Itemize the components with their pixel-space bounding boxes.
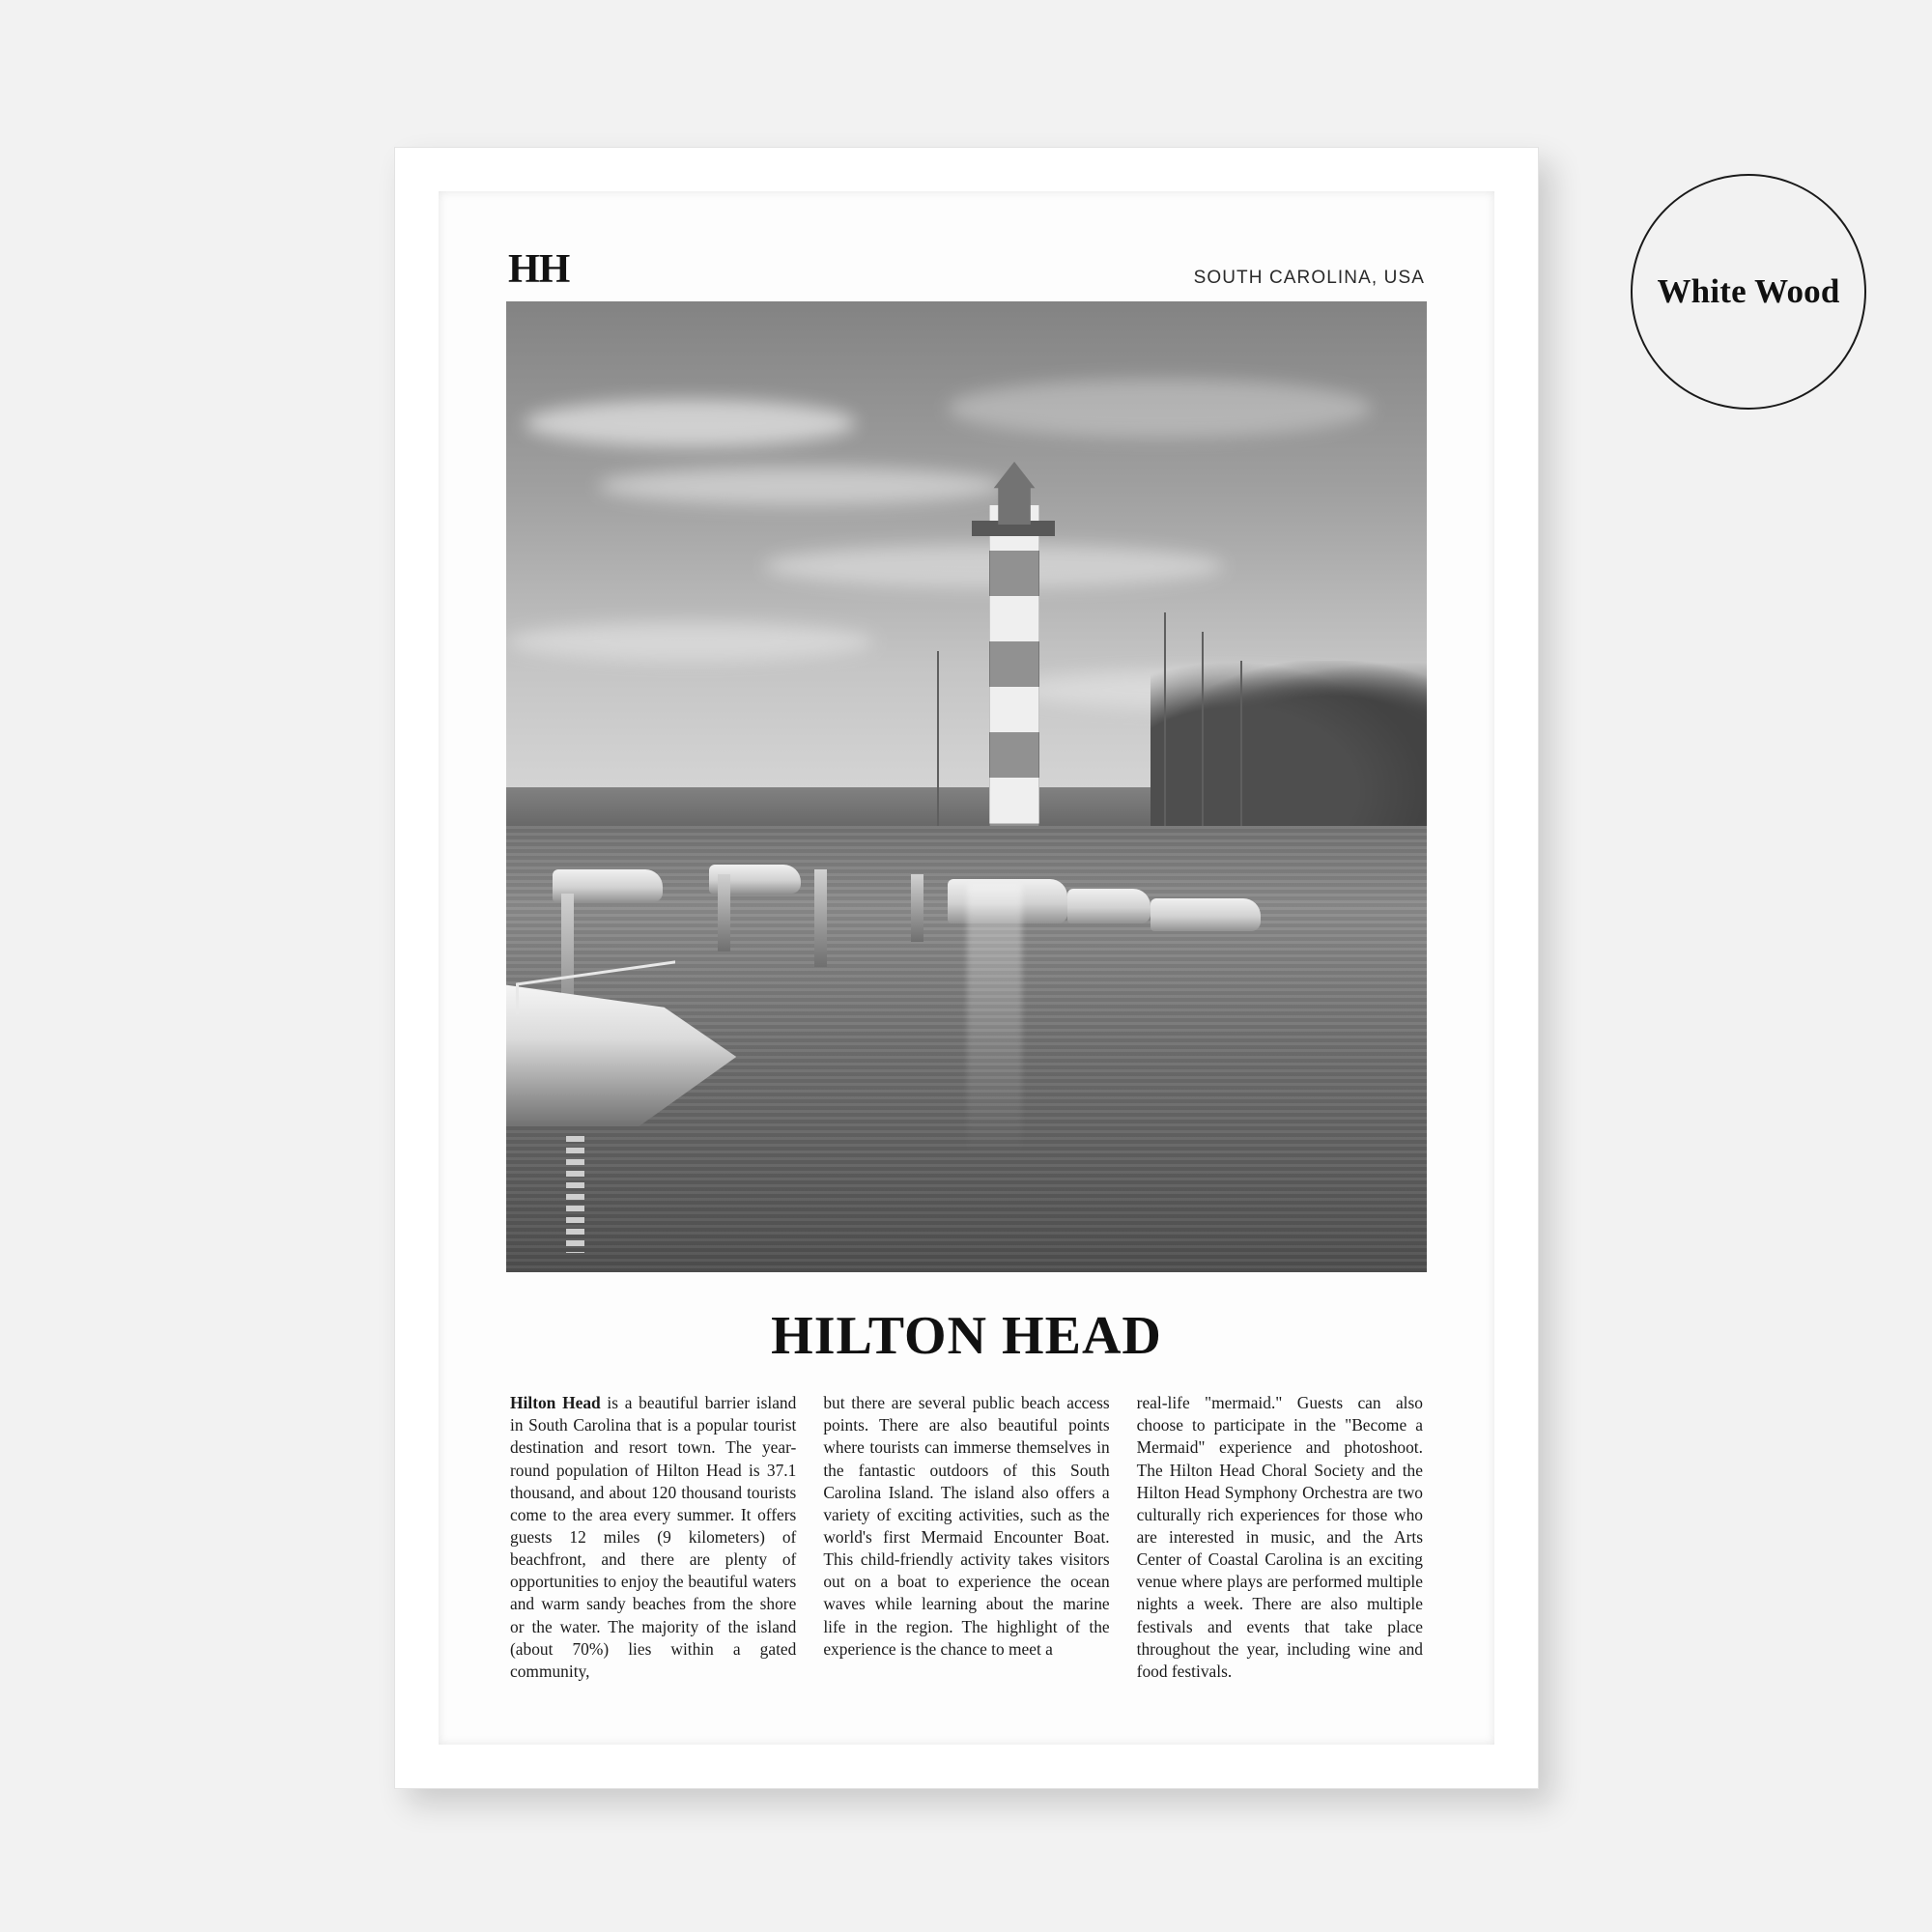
description-column bbox=[1137, 1392, 1423, 1683]
dock-piling bbox=[911, 874, 923, 942]
poster-sheet bbox=[439, 191, 1494, 1745]
cloud-shape bbox=[506, 622, 874, 661]
dock-piling bbox=[718, 874, 729, 952]
cloud-shape bbox=[598, 467, 1003, 505]
poster-region-label: SOUTH CAROLINA, USA bbox=[1193, 268, 1425, 288]
poster-header bbox=[506, 249, 1427, 301]
sailboat-mast bbox=[1164, 612, 1166, 845]
poster-monogram: HH bbox=[508, 247, 570, 292]
page-title: HILTON HEAD bbox=[771, 1306, 1162, 1367]
docked-boat bbox=[1067, 889, 1151, 923]
description-column bbox=[510, 1392, 796, 1683]
description-lead: Hilton Head bbox=[510, 1393, 601, 1413]
description-text: but there are several public beach access points. There are also beautiful points where tourists can immerse themselves in the fantastic outdoors of this South Carolina Island. The island also offers a variety of exciting activities, such as the world's first Mermaid Encounter Boat. This child-friendly activity takes visitors out on a boat to experience the ocean waves while learning about the marine life in the region. The highlight of the experience is the chance to meet a bbox=[823, 1393, 1110, 1659]
cloud-shape bbox=[525, 399, 856, 447]
poster-photo bbox=[506, 301, 1427, 1272]
description-column bbox=[823, 1392, 1109, 1683]
description-text: real-life "mermaid." Guests can also choose to participate in the "Become a Mermaid" experience and photoshoot. The Hilton Head Choral Society and the Hilton Head Symphony Orchestra are two culturally rich experiences for those who are interested in music, and the Arts Center of Coastal Carolina is an exciting venue where plays are performed multiple nights a week. There are also multiple festivals and events that take place throughout the year, including wine and food festivals. bbox=[1136, 1393, 1423, 1681]
description-columns bbox=[506, 1392, 1427, 1683]
description-text: is a beautiful barrier island in South Carolina that is a popular tourist destination and resort town. The year-round population of Hilton Head is 37.1 thousand, and about 120 thousand tourists come to the area every summer. It offers guests 12 miles (9 kilometers) of beachfront, and there are plenty of opportunities to enjoy the beautiful waters and warm sandy beaches from the shore or the water. The majority of the island (about 70%) lies within a gated community, bbox=[510, 1393, 797, 1681]
treeline bbox=[1151, 661, 1427, 845]
material-badge bbox=[1631, 174, 1866, 410]
material-badge-label: White Wood bbox=[1657, 272, 1840, 310]
anchor-chain bbox=[566, 1136, 584, 1253]
sailboat-mast bbox=[937, 651, 939, 845]
framed-poster bbox=[394, 147, 1539, 1789]
water-reflection bbox=[967, 884, 1022, 1155]
cloud-shape bbox=[948, 379, 1371, 437]
dock-piling bbox=[814, 869, 826, 967]
sailboat-mast bbox=[1240, 661, 1242, 845]
docked-boat bbox=[1151, 898, 1261, 931]
sailboat-mast bbox=[1202, 632, 1204, 845]
